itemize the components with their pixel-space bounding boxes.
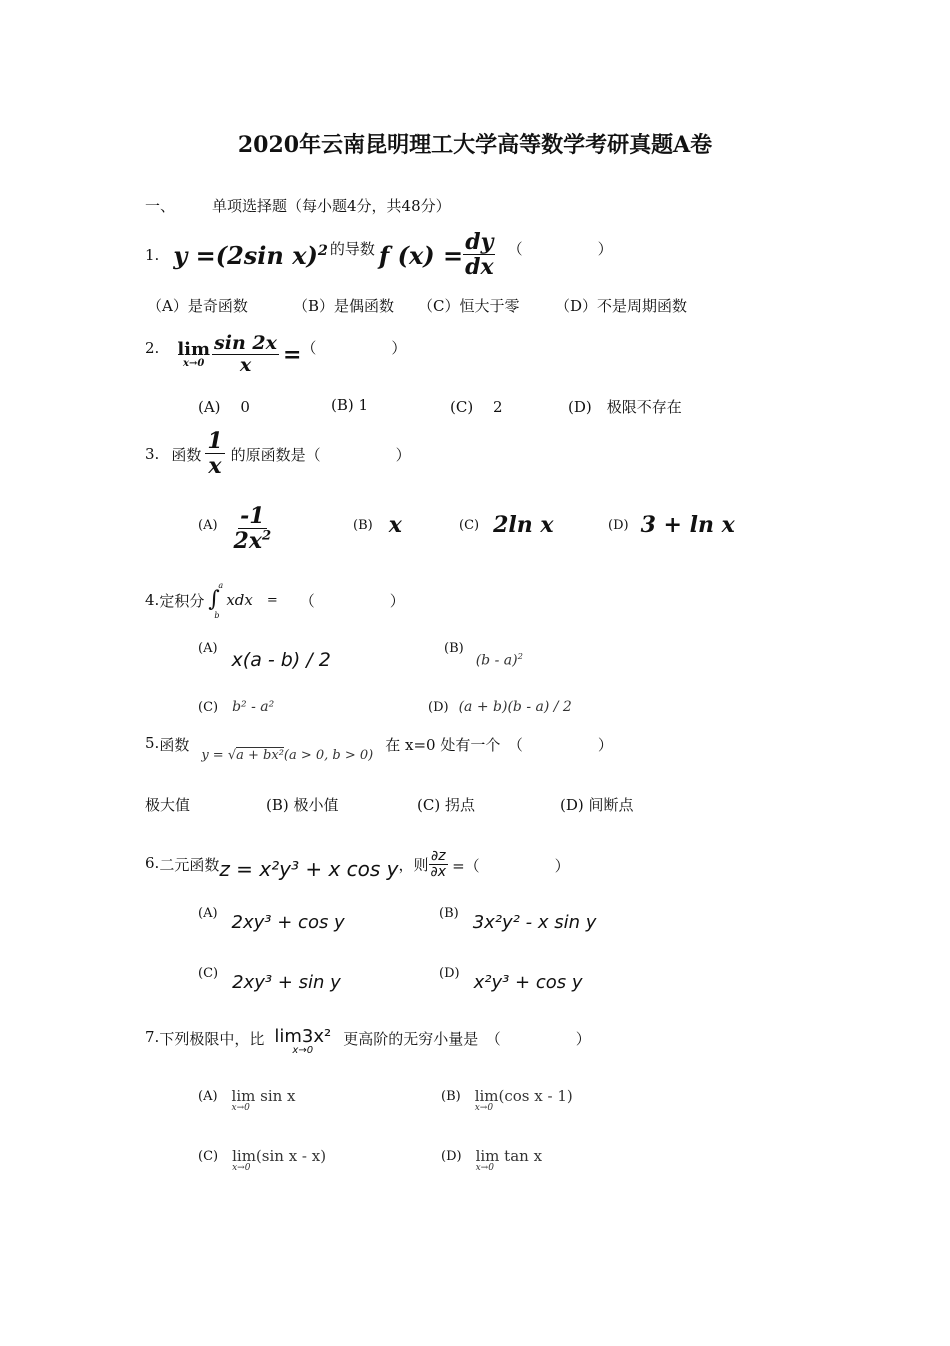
q1-answer-blank: （ ）: [507, 240, 613, 258]
q1-fx: f (x) =: [378, 240, 464, 270]
q5-expression: y = √a + bx²(a > 0, b > 0): [201, 748, 374, 763]
question-6: [145, 842, 570, 888]
q7-option-d: (D) lim tan x x→0: [441, 1147, 543, 1173]
q1-option-a: （A）是奇函数: [147, 297, 248, 315]
q2-option-c: (C) 2: [450, 398, 503, 416]
q4-number: 4.: [145, 591, 160, 609]
q7-prefix: 下列极限中，比: [159, 1030, 265, 1048]
q6-option-b: (B) 3x²y² - x sin y: [439, 906, 597, 933]
q2-option-d: (D) 极限不存在: [568, 398, 682, 416]
q2-answer-blank: （ ）: [301, 339, 407, 357]
q2-limit: lim x→0: [177, 339, 211, 369]
q5-option-b: (B) 极小值: [266, 796, 339, 814]
section-heading: 单项选择题（每小题4分，共48分）: [212, 197, 451, 215]
q6-answer-blank: =（ ）: [452, 856, 570, 875]
q2-option-a: (A) 0: [198, 398, 250, 416]
q4-option-b: (B) (b - a)$^2$: [444, 641, 523, 669]
q3-suffix: 的原函数是（ ）: [230, 445, 411, 464]
question-3: [145, 423, 411, 485]
q7-option-b: (B) lim(cos x - 1) x→0: [441, 1087, 573, 1113]
page-title: 2020年云南昆明理工大学高等数学考研真题A卷: [237, 132, 713, 158]
q7-number: 7.: [145, 1028, 160, 1046]
q2-fraction: $\frac{\sin 2x}{x}$: [214, 332, 277, 377]
q3-option-d: (D) 3 + ln x: [608, 512, 735, 538]
q6-prefix: 二元函数: [159, 856, 220, 874]
q4-prefix: 定积分: [159, 591, 205, 610]
q1-number: 1.: [145, 246, 160, 264]
q3-option-a: (A) $\frac{-1}{2x^2}$: [198, 502, 272, 554]
q4-equals: =: [266, 592, 278, 608]
q7-option-a: (A) lim sin x x→0: [198, 1087, 296, 1113]
q6-number: 6.: [145, 854, 160, 872]
q4-option-a: (A) x(a - b) / 2: [198, 641, 331, 671]
section-number: 一、: [145, 197, 176, 215]
q6-option-a: (A) 2xy³ + cos y: [198, 906, 345, 933]
q1-derivative-fraction: $\frac{dy}{dx}$: [465, 228, 494, 280]
q4-option-c: (C) b² - a²: [198, 699, 275, 715]
q5-option-a: 极大值: [145, 796, 191, 814]
question-5: [145, 734, 613, 770]
q6-option-d: (D) x²y³ + cos y: [439, 966, 583, 993]
q4-option-d: (D) (a + b)(b - a) / 2: [428, 699, 572, 715]
q5-suffix: 在 x=0 处有一个 （ ）: [385, 736, 613, 754]
q7-suffix: 更高阶的无穷小量是 （ ）: [343, 1030, 591, 1048]
q6-option-c: (C) 2xy³ + sin y: [198, 966, 341, 993]
q2-equals: =: [282, 342, 302, 368]
q1-expression: y =(2sin x)$^2$: [173, 240, 328, 270]
q2-option-b: (B) 1: [331, 396, 369, 414]
question-2: [145, 327, 406, 383]
question-4: [145, 582, 405, 618]
integral-icon: ∫ a b: [208, 581, 224, 620]
q1-option-b: （B）是偶函数: [293, 297, 395, 315]
q6-then: ，则: [398, 856, 429, 874]
question-7: [145, 1028, 591, 1068]
q3-fraction: $\frac{1}{x}$: [207, 427, 223, 479]
q2-number: 2.: [145, 339, 160, 357]
q7-limit: lim3x² x→0: [274, 1026, 332, 1056]
q3-option-b: (B) x: [353, 512, 402, 538]
q6-partial-fraction: $\frac{\partial z}{\partial x}$: [430, 848, 447, 881]
q6-expression: z = x²y³ + x cos y: [219, 857, 399, 881]
q3-prefix: 函数: [171, 445, 202, 464]
q7-option-c: (C) lim(sin x - x) x→0: [198, 1147, 327, 1173]
q4-answer-blank: （ ）: [299, 591, 405, 610]
q5-number: 5.: [145, 734, 160, 752]
q5-option-c: (C) 拐点: [417, 796, 475, 814]
q5-prefix: 函数: [159, 736, 190, 754]
question-1: [145, 224, 613, 286]
q3-option-c: (C) 2ln x: [459, 512, 554, 538]
q3-number: 3.: [145, 445, 160, 463]
q1-option-d: （D）不是周期函数: [555, 297, 688, 315]
q1-text: 的导数: [329, 240, 375, 258]
q5-option-d: (D) 间断点: [560, 796, 634, 814]
q1-option-c: （C）恒大于零: [418, 297, 520, 315]
q4-integrand: xdx: [226, 591, 253, 609]
